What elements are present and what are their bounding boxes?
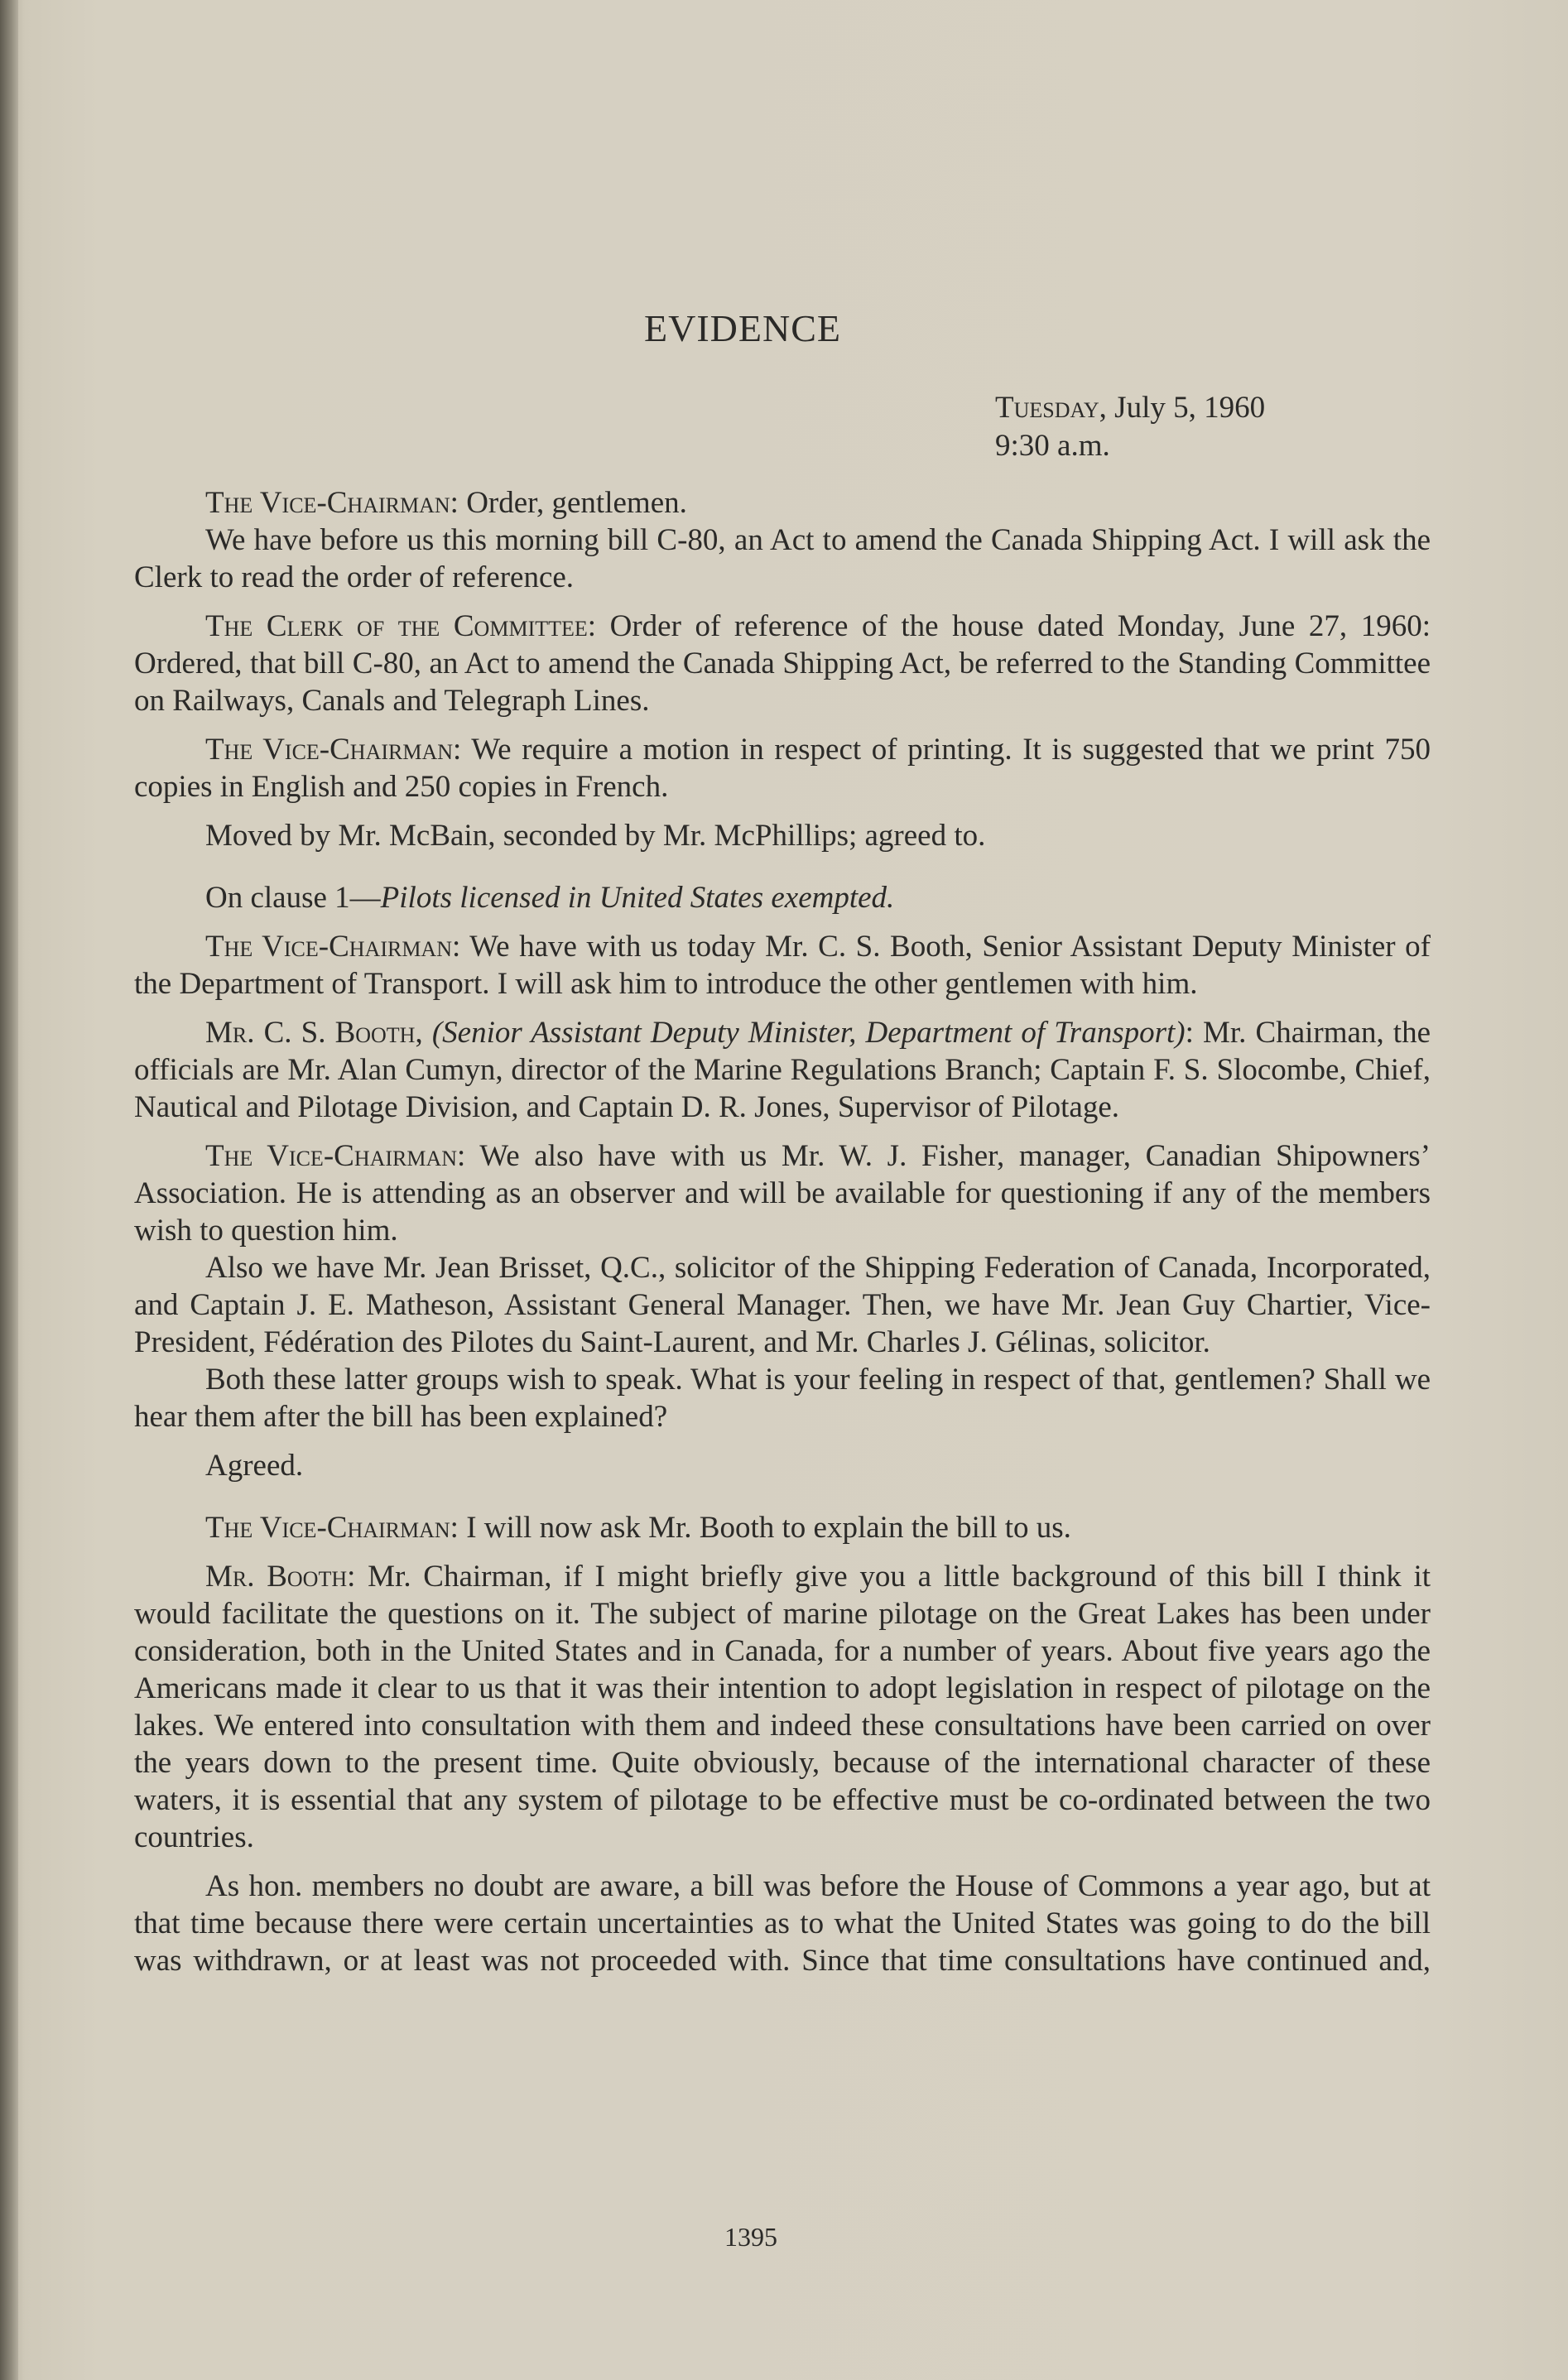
clause-heading: On clause 1—Pilots licensed in United States exempted. — [205, 881, 895, 915]
speaker-name: The Vice-Chairman — [205, 930, 452, 964]
session-day: Tuesday — [995, 391, 1099, 425]
paragraph: Agreed. — [205, 1449, 304, 1483]
speaker-name: Mr. C. S. Booth, — [205, 1016, 423, 1050]
speaker-name: Mr. Booth — [205, 1560, 348, 1594]
paragraph: The Vice-Chairman: We require a motion in respect of printing. It is suggested that we print 750 copies in English and 250 copies in French. — [134, 733, 1431, 804]
transcript-body — [134, 484, 1431, 1979]
speaker-name: The Vice-Chairman — [205, 1139, 458, 1173]
speaker-name: The Vice-Chairman — [205, 1511, 450, 1545]
paragraph: Mr. Booth: Mr. Chairman, if I might briefly give you a little background of this bill I think it would facilitate the questions on it. The subject of marine pilotage on the Great Lakes has been under consideration, both in the United States and in Canada, for a number of years. About five years ago the Americans made it clear to us that it was their intention to adopt legislation in respect of pilotage on the lakes. We entered into consultation with them and indeed these consultations have been carried on over the years down to the present time. Quite obviously, because of the international character of these waters, it is essential that any system of pilotage to be effective must be co-ordinated between the two countries. — [134, 1560, 1431, 1854]
speaker-name: The Clerk of the Committee — [205, 609, 588, 643]
paragraph: The Clerk of the Committee: Order of reference of the house dated Monday, June 27, 1960: Ordered, that bill C-80, an Act to amend the Canada Shipping Act, be referred to the Standing Committee on Railways, Canals and Telegraph Lines. — [134, 609, 1431, 718]
paragraph: The Vice-Chairman: I will now ask Mr. Booth to explain the bill to us. — [205, 1511, 1071, 1545]
book-binding-edge — [0, 0, 18, 2380]
paragraph: Moved by Mr. McBain, seconded by Mr. McPhillips; agreed to. — [205, 819, 986, 853]
session-date-rest: , July 5, 1960 — [1099, 391, 1266, 425]
paragraph: Both these latter groups wish to speak. What is your feeling in respect of that, gentlemen? Shall we hear them after the bill has been explained? — [134, 1363, 1431, 1434]
paragraph: Mr. C. S. Booth, (Senior Assistant Deputy Minister, Department of Transport): Mr. Chairman, the officials are Mr. Alan Cumyn, director of the Marine Regulations Branch; Captain F. S. Slocombe, Chief, Nautical and Pilotage Division, and Captain D. R. Jones, Supervisor of Pilotage. — [134, 1016, 1431, 1124]
speaker-name: The Vice-Chairman — [205, 733, 454, 767]
paragraph: The Vice-Chairman: We also have with us Mr. W. J. Fisher, manager, Canadian Shipowners’ Association. He is attending as an observer and will be available for questioning if any of the members wish to question him. — [134, 1139, 1431, 1248]
speaker-name: The Vice-Chairman — [205, 486, 450, 520]
page-number: 1395 — [724, 2222, 777, 2252]
date-block — [995, 389, 1265, 465]
paragraph: We have before us this morning bill C-80, an Act to amend the Canada Shipping Act. I will ask the Clerk to read the order of reference. — [134, 523, 1431, 594]
session-date — [995, 389, 1265, 427]
session-time: 9:30 a.m. — [995, 429, 1110, 463]
paragraph: As hon. members no doubt are aware, a bill was before the House of Commons a year ago, but at that time because there were certain uncertainties as to what the United States was going to do the bill was withdrawn, or at least was not proceeded with. Since that time consultations have continued and, — [134, 1869, 1431, 1978]
page-title: EVIDENCE — [644, 307, 841, 349]
speaker-title: (Senior Assistant Deputy Minister, Department of Transport) — [431, 1016, 1186, 1050]
paragraph: Also we have Mr. Jean Brisset, Q.C., solicitor of the Shipping Federation of Canada, Incorporated, and Captain J. E. Matheson, Assistant General Manager. Then, we have Mr. Jean Guy Chartier, Vice-President, Fédération des Pilotes du Saint-Laurent, and Mr. Charles J. Gélinas, solicitor. — [134, 1251, 1431, 1359]
paragraph: The Vice-Chairman: We have with us today Mr. C. S. Booth, Senior Assistant Deputy Minister of the Department of Transport. I will ask him to introduce the other gentlemen with him. — [134, 930, 1431, 1001]
paragraph: The Vice-Chairman: Order, gentlemen. — [205, 486, 687, 520]
